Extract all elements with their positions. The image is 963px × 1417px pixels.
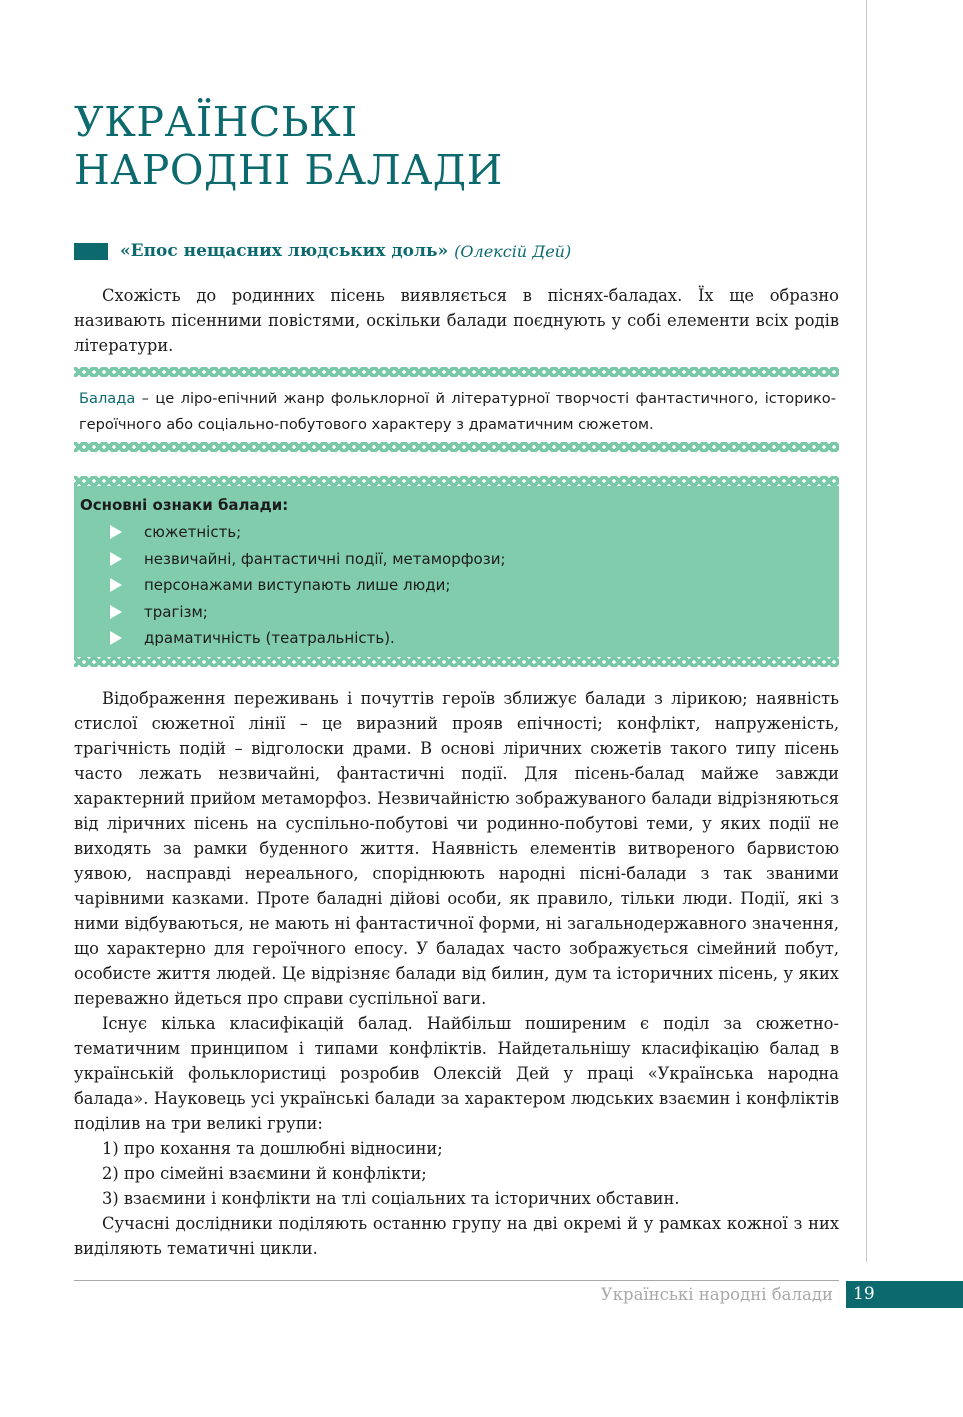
definition-text: – це ліро-епічний жанр фольклорної й літературної творчості фантастичного, історико-героїчного або соціально-побутового характеру з драматичним сюжетом. — [79, 390, 836, 433]
list-item-label: незвичайні, фантастичні події, метаморфози; — [144, 549, 506, 568]
ornament-border-top — [74, 476, 839, 486]
page-number-badge — [846, 1281, 963, 1308]
triangle-bullet-icon — [110, 525, 122, 539]
list-item-label: сюжетність; — [144, 523, 242, 542]
group-item-3: 3) взаємини і конфлікти на тлі соціальних та історичних обставин. — [102, 1189, 680, 1208]
definition-term: Балада — [79, 390, 136, 407]
triangle-bullet-icon — [110, 605, 122, 619]
list-item-label: трагізм; — [144, 602, 208, 621]
page-margin-rule — [866, 0, 867, 1262]
list-item — [74, 572, 506, 599]
triangle-bullet-icon — [110, 578, 122, 592]
list-item-label: персонажами виступають лише люди; — [144, 576, 451, 595]
subheading-text: «Епос нещасних людських доль» — [120, 241, 449, 261]
ornament-border-bottom — [74, 657, 839, 667]
triangle-bullet-icon — [110, 631, 122, 645]
list-item — [74, 625, 506, 652]
page-number: 19 — [853, 1284, 875, 1304]
subheading-author: (Олексій Дей) — [454, 241, 572, 261]
group-item-2: 2) про сімейні взаємини й конфлікти; — [102, 1164, 427, 1183]
ornament-border-top — [74, 367, 839, 377]
features-list — [74, 519, 506, 652]
features-title: Основні ознаки балади: — [80, 496, 289, 514]
body-paragraph-2: Існує кілька класифікацій балад. Найбільш поширеним є поділ за сюжетно-тематичним принципом і типами конфліктів. Найдетальнішу класифікацію балад в українській фольклористиці розробив Олексій Дей у праці «Українська народна балада». Науковець усі українські балади за характером людських взаємин і конфліктів поділив на три великі групи: — [74, 1014, 839, 1133]
body-paragraph-1: Відображення переживань і почуттів героїв зближує балади з лірикою; наявність стислої сюжетної лінії – це виразний прояв епічності; конфлікт, напруженість, трагічність подій – відголоски драми. В основі ліричних сюжетів такого типу пісень часто лежать незвичайні, фантастичні події. Для пісень-балад майже завжди характерний прийом метаморфоз. Незвичайністю зображуваного балади відрізняються від ліричних пісень на суспільно-побутові чи родинно-побутові теми, у яких події не виходять за рамки буденного життя. Наявність елементів витвореного барвистою уявою, насправді нереального, споріднюють народні пісні-балади з так званими чарівними казками. Проте баладні дійові особи, як правило, тільки люди. Події, які з ними відбуваються, не мають ні фантастичної форми, ні загальнодержавного значення, що характерно для героїчного епосу. У баладах часто зображується сімейний побут, особисте життя людей. Це відрізняє балади від билин, дум та історичних пісень, у яких переважно йдеться про справи суспільної ваги. — [74, 689, 839, 1008]
footer-section-title: Українські народні балади — [600, 1285, 833, 1304]
page-title — [74, 98, 503, 194]
ornament-border-bottom — [74, 442, 839, 452]
triangle-bullet-icon — [110, 552, 122, 566]
list-item-label: драматичність (театральність). — [144, 629, 395, 648]
section-subheading — [74, 238, 571, 264]
footer-rule — [74, 1280, 839, 1281]
list-item — [74, 546, 506, 573]
definition-block — [79, 386, 836, 438]
intro-paragraph: Схожість до родинних пісень виявляється в піснях-баладах. Їх ще образно називають пісенними повістями, оскільки балади поєднують у собі елементи всіх родів літератури. — [74, 286, 839, 355]
page-title-line-1: УКРАЇНСЬКІ — [74, 98, 358, 146]
subheading-marker-icon — [74, 243, 108, 260]
features-box — [74, 486, 839, 657]
body-paragraph-3: Сучасні дослідники поділяють останню групу на дві окремі й у рамках кожної з них виділяють тематичні цикли. — [74, 1214, 839, 1258]
list-item — [74, 599, 506, 626]
group-item-1: 1) про кохання та дошлюбні відносини; — [102, 1139, 443, 1158]
list-item — [74, 519, 506, 546]
page-title-line-2: НАРОДНІ БАЛАДИ — [74, 146, 503, 194]
